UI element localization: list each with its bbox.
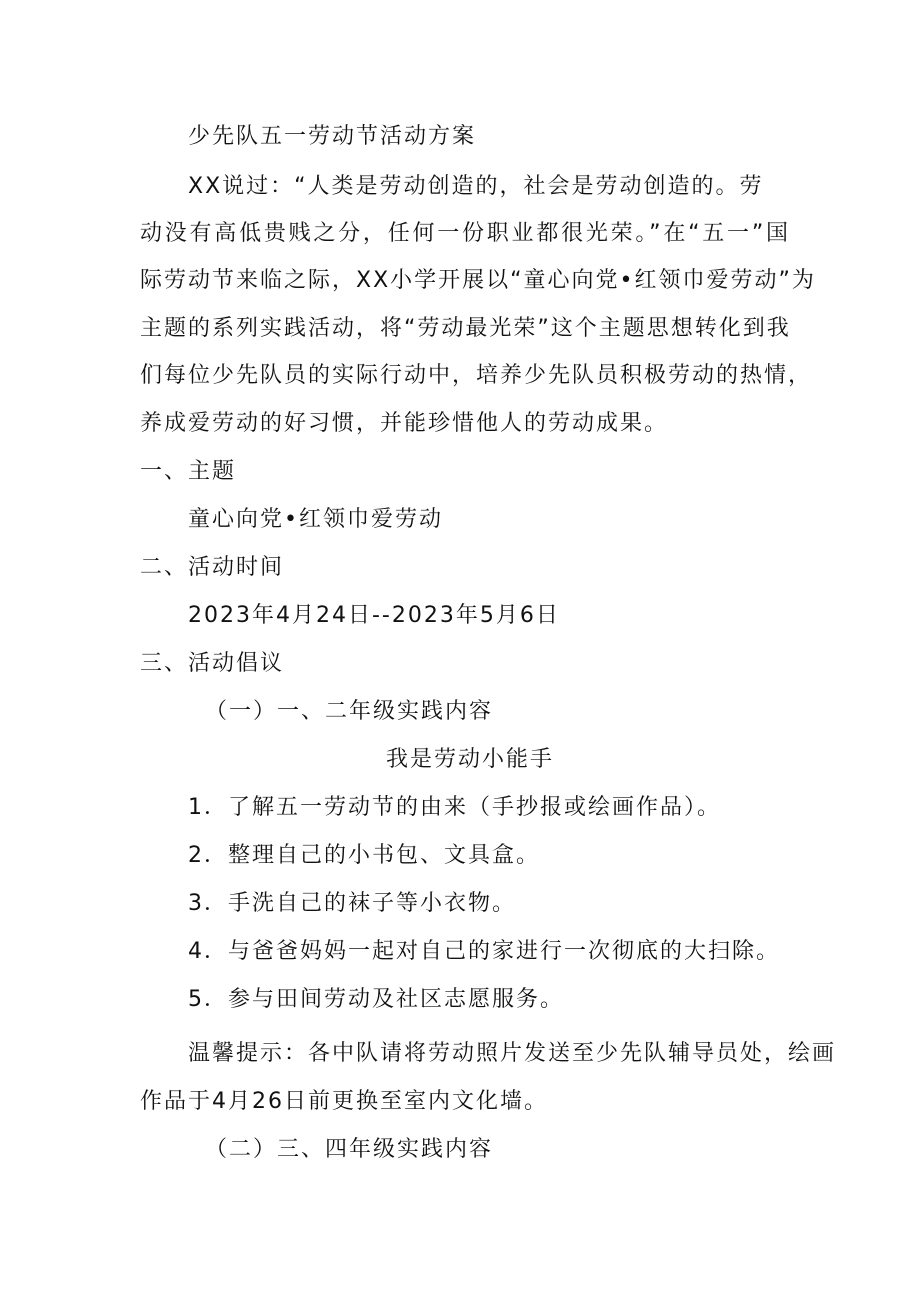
- intro-line-3: 际劳动节来临之际，XX小学开展以“童心向党•红领巾爱劳动”为: [140, 268, 816, 293]
- list-item: 4．与爸爸妈妈一起对自己的家进行一次彻底的大扫除。: [188, 939, 780, 964]
- intro-line-6: 养成爱劳动的好习惯，并能珍惜他人的劳动成果。: [140, 411, 669, 436]
- subsection-heading-grade3-4: （二）三、四年级实践内容: [205, 1137, 494, 1162]
- intro-line-2: 动没有高低贵贱之分，任何一份职业都很光荣。”在“五一”国: [140, 221, 790, 246]
- intro-line-5: 们每位少先队员的实际行动中，培养少先队员积极劳动的热情，: [140, 363, 813, 388]
- list-item: 1．了解五一劳动节的由来（手抄报或绘画作品）。: [188, 795, 721, 820]
- list-item: 3．手洗自己的袜子等小衣物。: [188, 891, 516, 916]
- intro-line-4: 主题的系列实践活动，将“劳动最光荣”这个主题思想转化到我: [140, 316, 791, 341]
- tip-line-2: 作品于4月26日前更换至室内文化墙。: [140, 1089, 548, 1114]
- list-item: 2．整理自己的小书包、文具盒。: [188, 843, 540, 868]
- list-item: 5．参与田间劳动及社区志愿服务。: [188, 987, 564, 1012]
- section-heading-time: 二、活动时间: [140, 555, 285, 580]
- subsection-heading-grade1-2: （一）一、二年级实践内容: [205, 699, 494, 724]
- section-content-time: 2023年4月24日--2023年5月6日: [188, 603, 560, 628]
- tip-line-1: 温馨提示：各中队请将劳动照片发送至少先队辅导员处，绘画: [188, 1041, 837, 1066]
- subsection-title: 我是劳动小能手: [386, 747, 555, 772]
- section-content-theme: 童心向党•红领巾爱劳动: [188, 507, 443, 532]
- section-heading-proposal: 三、活动倡议: [140, 651, 285, 676]
- intro-line-1: XX说过：“人类是劳动创造的，社会是劳动创造的。劳: [188, 174, 764, 199]
- section-heading-theme: 一、主题: [140, 459, 237, 484]
- document-title: 少先队五一劳动节活动方案: [188, 124, 477, 149]
